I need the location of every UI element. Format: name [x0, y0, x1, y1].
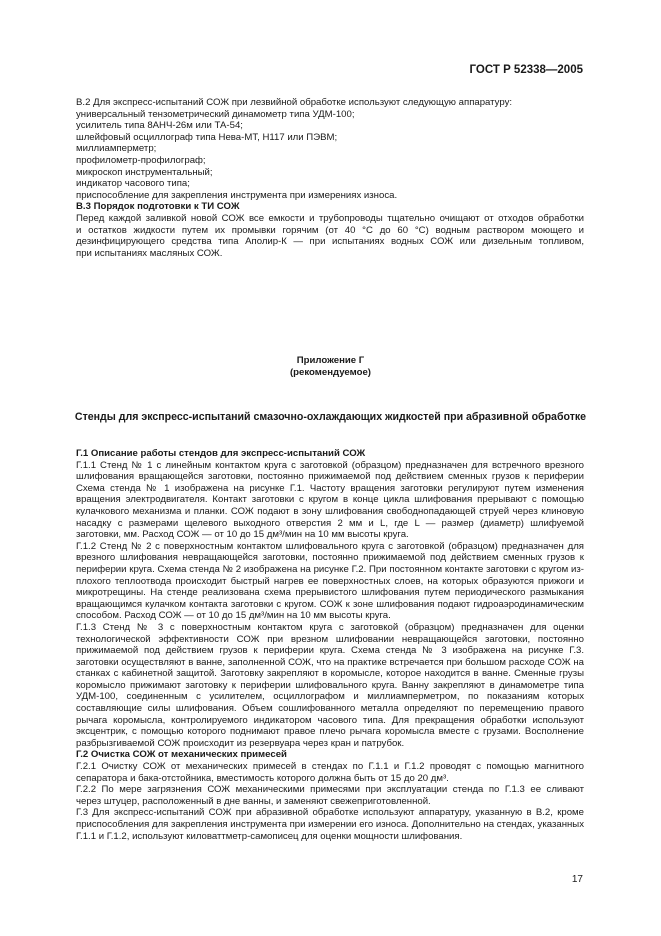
appendix-title: Приложение Г — [296, 355, 365, 366]
text-line: рычага коромысла, контролируемого индикатором часового типа. Для прекращения обработки используют — [76, 714, 584, 726]
text-line: Г.1.1 и Г.1.2, используют киловаттметр-самописец для оценки мощности шлифования. — [76, 830, 463, 842]
text-line: вращения электродвигателя. Контакт заготовки с кругом в конце цикла шлифования прерывают с помощью — [76, 494, 584, 506]
text-line: разбрызгиваемой СОЖ происходит из резервуара через кран и патрубок. — [76, 737, 405, 749]
text-line: кулачкового механизма и планки. СОЖ подают в зону шлифования свободнопадающей струей через клиновую — [76, 505, 584, 517]
annex-v-text-block — [76, 97, 584, 259]
text-line: эксцентрик, с помощью которого поднимают правое плечо рычага коромысла вместе с грузами. Восполнение — [76, 726, 584, 738]
clause-heading: Г.1 Описание работы стендов для экспресс-испытаний СОЖ — [76, 448, 366, 459]
text-line: заготовки осуществляют в ванне, заполненной СОЖ, что на практике встречается при большом расходе СОЖ на — [76, 656, 584, 668]
section-title: Стенды для экспресс-испытаний смазочно-охлаждающих жидкостей при абразивной обработке — [74, 411, 587, 423]
text-line: дезинфицирующего средства типа Аполир-К — при испытаниях водных СОЖ или дизельным топливом, — [76, 236, 584, 248]
text-line: насадку с размерами щелевого выходного отверстия 2 мм и L, где L — размер (диаметр) шлифуемой — [76, 517, 584, 529]
text-line: шлейфовый осциллограф типа Нева-МТ, Н117 или ПЭВМ; — [76, 131, 338, 143]
text-line: Г.2.2 По мере загрязнения СОЖ механическими примесями при эксплуатации стенда по Г.1.3 ее сливают — [76, 784, 584, 796]
text-line: плохого теплоотвода происходит быстрый нагрев ее поверхностных слоев, на которых образуются прижоги и — [76, 575, 584, 587]
text-line: микроскоп инструментальный; — [76, 166, 213, 178]
text-line: миллиамперметр; — [76, 143, 157, 155]
text-line: прижимаемой под действием грузов к периферии круга. Схема стенда № 3 изображена на рисунке Г.3. — [76, 645, 584, 657]
text-line: шлифования вращающейся заготовки, постоянно прижимаемой под действием сменных грузов к периферии — [76, 471, 584, 483]
text-line: Г.1.1 Стенд № 1 с линейным контактом круга с заготовкой (образцом) предназначен для встречного врезного — [76, 459, 584, 471]
appendix-subtitle: (рекомендуемое) — [289, 367, 371, 378]
appendix-heading — [0, 355, 661, 379]
text-line: сепаратора и бака-отстойника, вместимость которого должна быть от 15 до 20 дм³. — [76, 772, 449, 784]
text-line: заготовки, мм. Расход СОЖ — от 10 до 15 дм³/мин на 10 мм высоты круга. — [76, 529, 409, 541]
text-line: приспособление для закрепления инструмента при измерениях износа. — [76, 189, 398, 201]
text-line: Г.3 Для экспресс-испытаний СОЖ при абразивной обработке используют аппаратуру, указанную в В.2, кроме — [76, 807, 584, 819]
clause-heading: В.3 Порядок подготовки к ТИ СОЖ — [76, 201, 240, 213]
text-line: через штуцер, расположенный в дне ванны, и заменяют свежеприготовленной. — [76, 795, 431, 807]
text-line: индикатор часового типа; — [76, 178, 190, 190]
text-line: Г.1.3 Стенд № 3 с поверхностным контактом круга с заготовкой (образцом) предназначен для оценки — [76, 621, 584, 633]
document-code: ГОСТ Р 52338—2005 — [469, 64, 583, 76]
text-line: при испытаниях масляных СОЖ. — [76, 247, 223, 259]
page-number: 17 — [571, 874, 583, 885]
text-line: способом. Расход СОЖ — от 10 до 15 дм³/мин на 10 мм высоты круга. — [76, 610, 391, 622]
text-line: составляющие силы шлифования. Объем сошлифованного металла определяют по перемещению правого — [76, 703, 584, 715]
text-line: В.2 Для экспресс-испытаний СОЖ при лезвийной обработке используют следующую аппаратуру: — [76, 97, 513, 108]
text-line: Г.1.2 Стенд № 2 с поверхностным контактом шлифовального круга с заготовкой (образцом) предназначен для — [76, 540, 584, 552]
text-line: Перед каждой заливкой новой СОЖ все емкости и трубопроводы тщательно очищают от отходов обработки — [76, 212, 584, 224]
text-line: профилометр-профилограф; — [76, 154, 206, 166]
text-line: усилитель типа 8АНЧ-26м или ТА-54; — [76, 120, 243, 132]
text-line: универсальный тензометрический динамометр типа УДМ-100; — [76, 108, 355, 120]
text-line: станках с кабинетной защитой. Заготовку закрепляют в коромысле, которое находится в ванне. Сменные грузы — [76, 668, 584, 680]
text-line: технологической эффективности СОЖ при врезном шлифовании невращающейся заготовки, постоянно — [76, 633, 584, 645]
text-line: врезного шлифования невращающейся заготовки, постоянно прижимаемой под действием сменных грузов к — [76, 552, 584, 564]
text-line: УДМ-100, соединенным с усилителем, осциллографом и миллиамперметром, по показаниям которых — [76, 691, 584, 703]
text-line: микротрещины. На стенде реализована схема прерывистого шлифования путем периодического размыкания — [76, 587, 584, 599]
text-line: приспособления для закрепления инструмента при измерении его износа. Дополнительно на стендах, указанных — [76, 819, 584, 830]
text-line: Г.2.1 Очистку СОЖ от механических примесей в стендах по Г.1.1 и Г.1.2 проводят с помощью магнитного — [76, 761, 584, 773]
text-line: периферии круга. Схема стенда № 2 изображена на рисунке Г.2. При постоянном контакте заготовки с кругом из- — [76, 563, 584, 575]
text-line: Схема стенда № 1 изображена на рисунке Г.1. Частоту вращения заготовки регулируют путем изменения — [76, 482, 584, 494]
text-line: вращающимся кулачком контакта заготовки с кругом. СОЖ к зоне шлифования подают гидроаэродинамическим — [76, 598, 584, 610]
annex-g-text-block — [76, 448, 584, 842]
text-line: коромысло прижимают заготовку к периферии шлифовального круга. Ванну закрепляют в динамометре типа — [76, 679, 584, 691]
clause-heading: Г.2 Очистка СОЖ от механических примесей — [76, 749, 287, 761]
text-line: и остатков жидкости путем их промывки горячим (от 40 °С до 60 °С) водным раствором моющего и — [76, 224, 584, 236]
